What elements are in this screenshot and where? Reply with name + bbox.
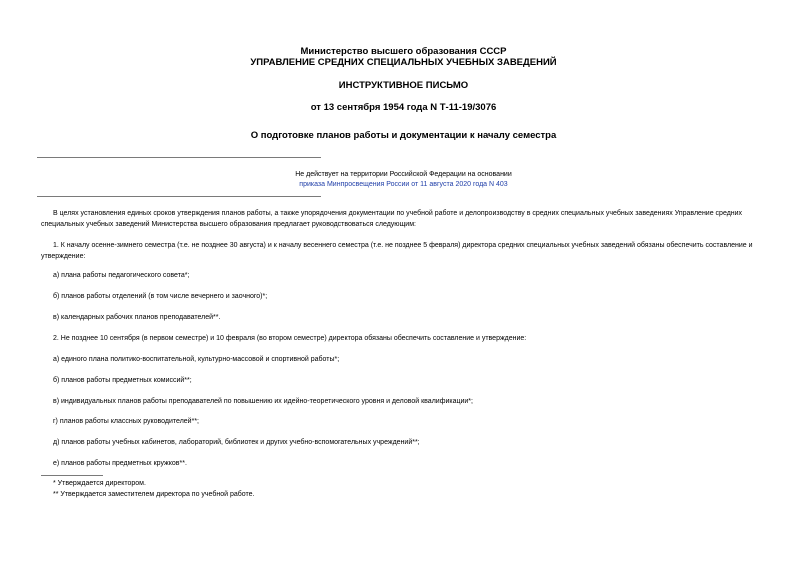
section-2-item-f: е) планов работы предметных кружков**.: [53, 460, 187, 467]
section-1-item-a: а) плана работы педагогического совета*;: [53, 272, 190, 279]
section-1-item-b: б) планов работы отделений (в том числе вечернего и заочного)*;: [53, 293, 268, 300]
intro-paragraph: В целях установления единых сроков утверждения планов работы, а также упорядочения документации по учебной работе и делопроизводству в средних специальных учебных заведениях Управление средних специальных учебных заведений Министерства высшего образования предлагает руководствоваться следующим:: [41, 210, 743, 228]
section-2-item-a: а) единого плана политико-воспитательной, культурно-массовой и спортивной работы*;: [53, 356, 340, 363]
section-1-item-c: в) календарных рабочих планов преподавателей**.: [53, 314, 221, 321]
repeal-order-link[interactable]: приказа Минпросвещения России от 11 августа 2020 года N 403: [299, 181, 508, 188]
section-2-item-c: в) индивидуальных планов работы преподавателей по повышению их идейно-теоретического уровня и деловой квалификации*;: [53, 398, 473, 405]
document-title: О подготовке планов работы и документации к началу семестра: [250, 130, 557, 141]
document-type: ИНСТРУКТИВНОЕ ПИСЬМО: [338, 80, 469, 91]
document-date-number: от 13 сентября 1954 года N Т-11-19/3076: [310, 102, 497, 113]
status-notice-link-row: [0, 180, 807, 190]
department-name: УПРАВЛЕНИЕ СРЕДНИХ СПЕЦИАЛЬНЫХ УЧЕБНЫХ ЗАВЕДЕНИЙ: [250, 57, 557, 68]
section-2-item-b: б) планов работы предметных комиссий**;: [53, 377, 192, 384]
status-notice: Не действует на территории Российской Федерации на основании: [295, 171, 512, 178]
footnote-1: * Утверждается директором.: [53, 480, 146, 487]
ministry-name: Министерство высшего образования СССР: [300, 46, 507, 57]
footnote-2: ** Утверждается заместителем директора по учебной работе.: [53, 491, 255, 498]
section-1-paragraph: 1. К началу осенне-зимнего семестра (т.е. не позднее 30 августа) и к началу весеннего семестра (т.е. не позднее 5 февраля) директора средних специальных учебных заведений обязаны обеспечить составление и утверждение:: [41, 242, 753, 260]
section-2-item-d: г) планов работы классных руководителей**;: [53, 418, 199, 425]
header-divider: [37, 157, 321, 158]
section-2-paragraph: 2. Не позднее 10 сентября (в первом семестре) и 10 февраля (во втором семестре) директора обязаны обеспечить составление и утверждение:: [53, 335, 527, 342]
footnote-divider: [41, 475, 103, 476]
notice-divider: [37, 196, 321, 197]
section-2-item-e: д) планов работы учебных кабинетов, лабораторий, библиотек и других учебно-вспомогательных учреждений**;: [53, 439, 420, 446]
